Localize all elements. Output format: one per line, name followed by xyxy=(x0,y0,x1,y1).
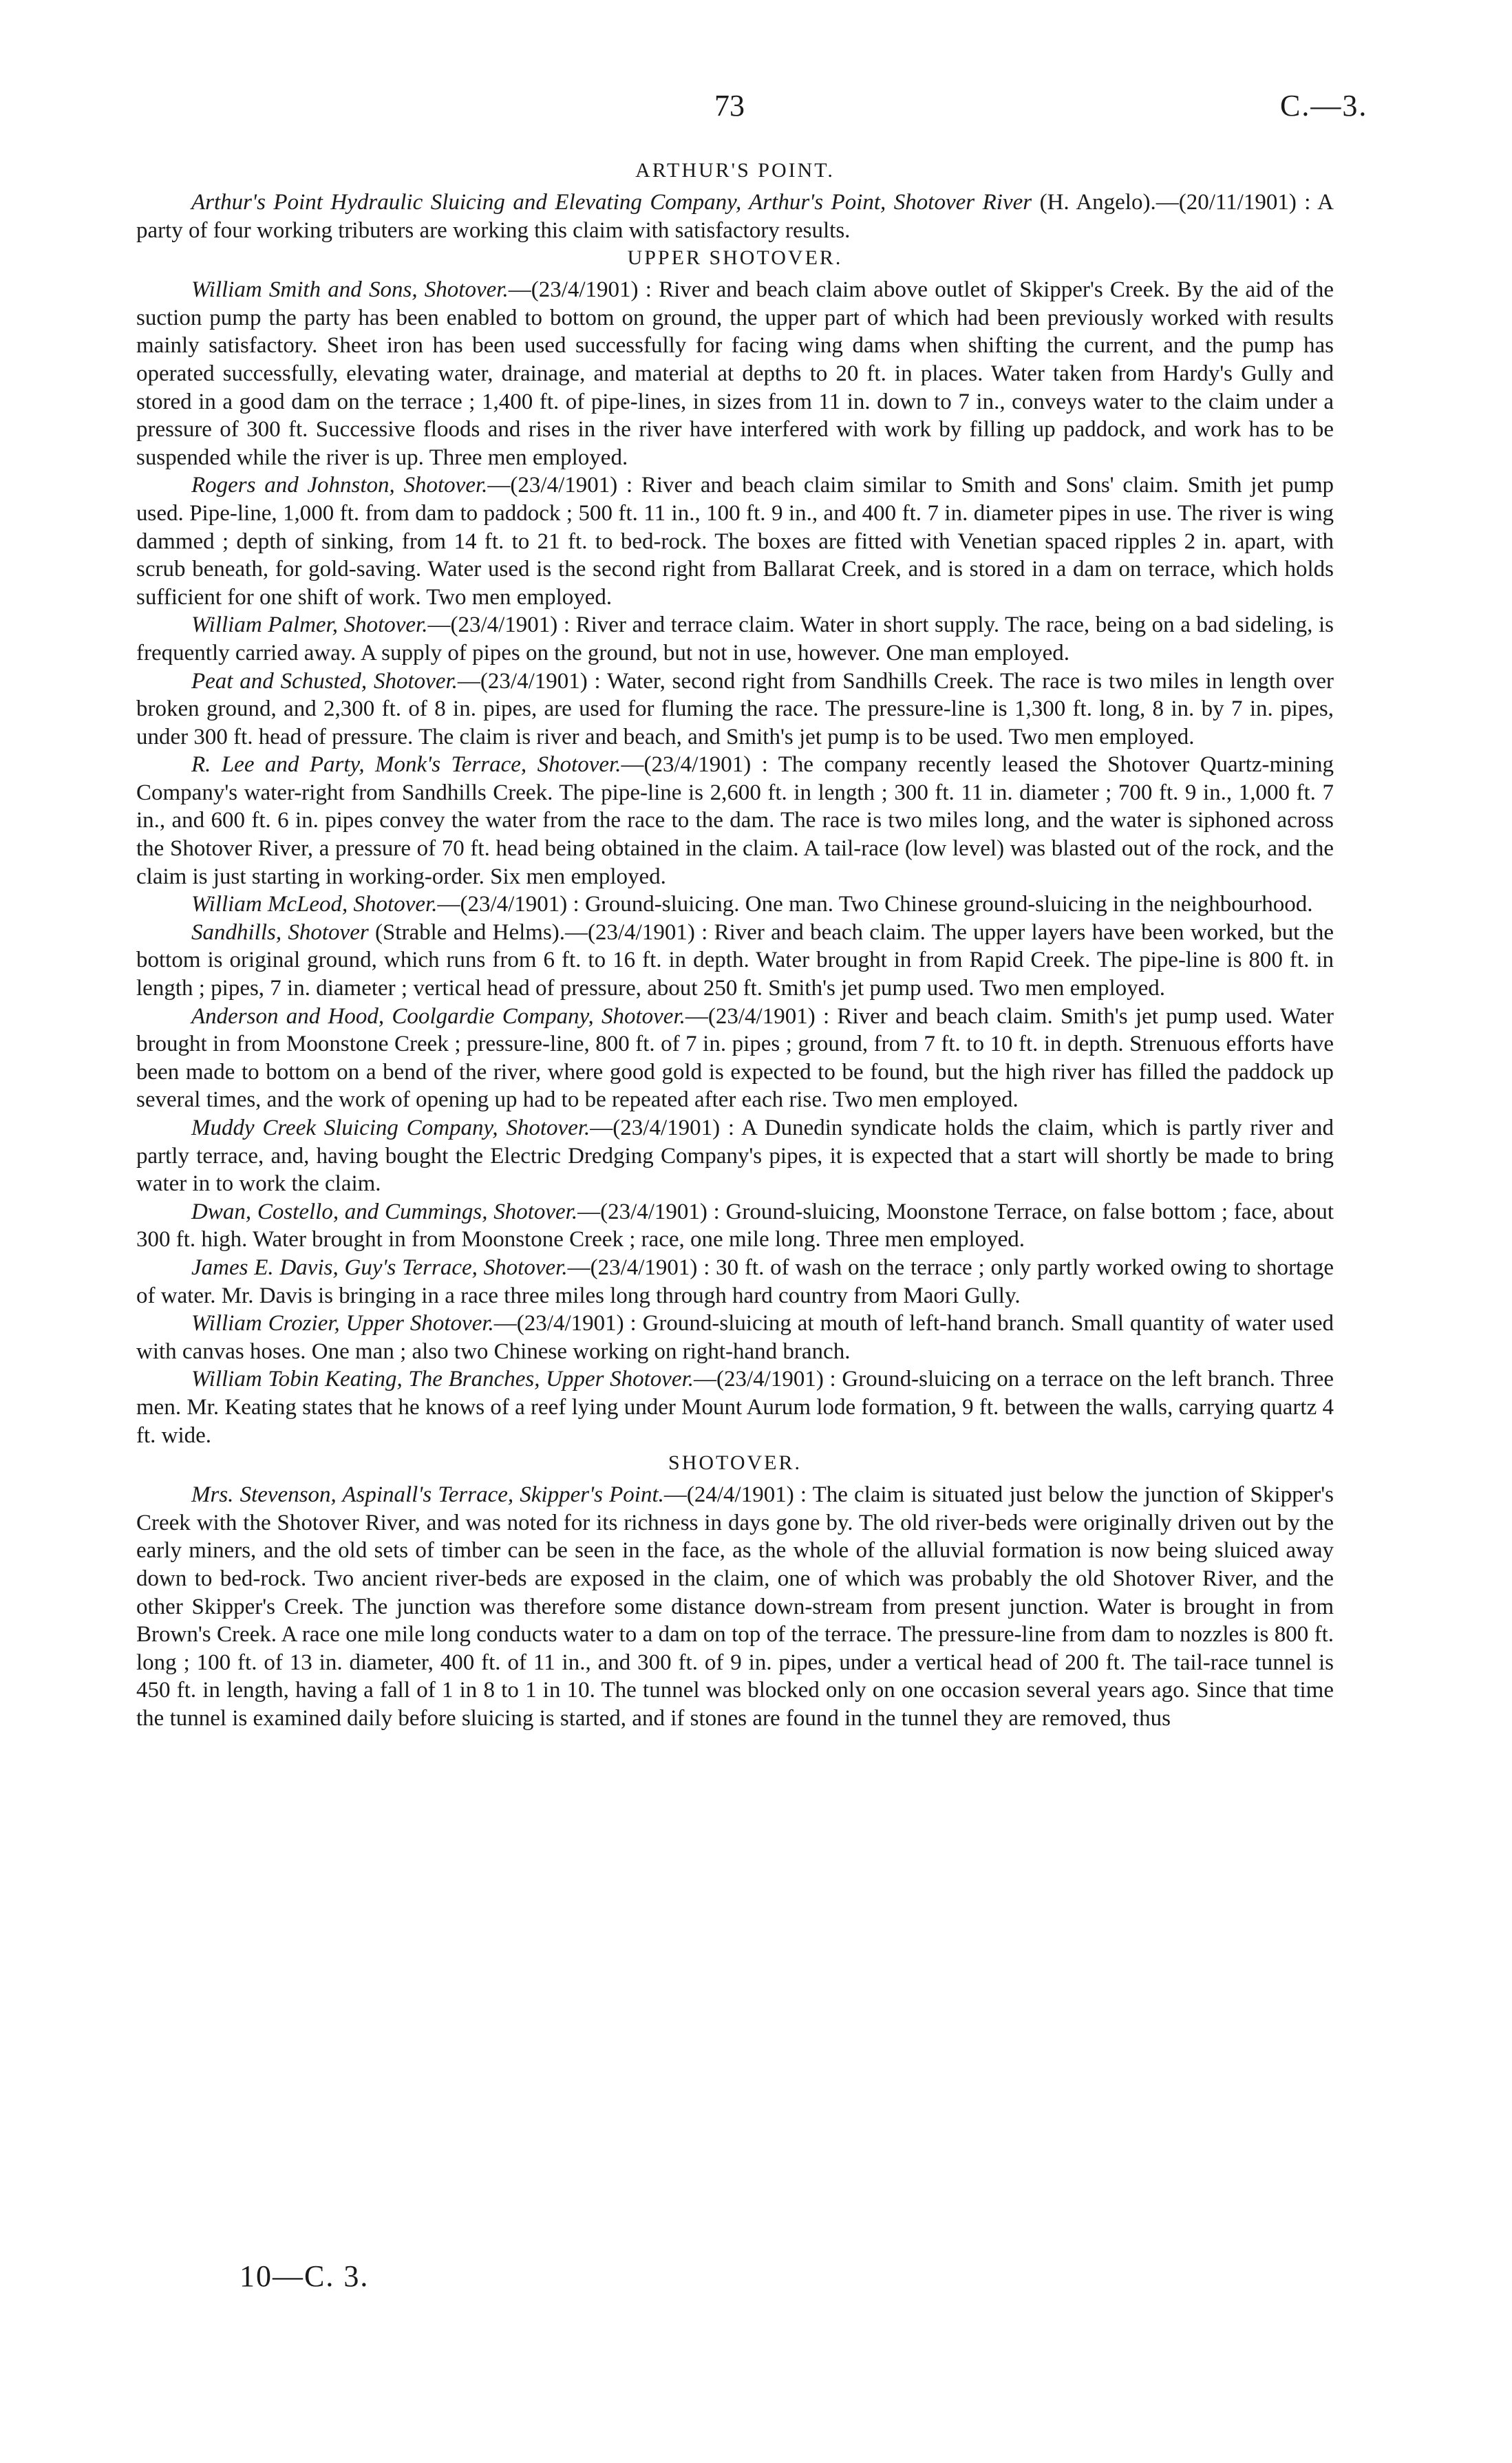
claim-name: Peat and Schusted, Shotover. xyxy=(191,668,458,694)
claim-entry xyxy=(136,276,1334,471)
claim-entry xyxy=(136,611,1334,667)
claim-entry xyxy=(136,1254,1334,1310)
claim-text: —(23/4/1901) : Water, second right from Sandhills Creek. The race is two miles in length over broken ground, and 2,300 ft. of 8 in. pipes, are used for fluming the race. The pressure-line is 1,300 ft. long, 8 in. by 7 in. pipes, under 300 ft. head of pressure. The claim is river and beach, and Smith's jet pump is to be used. Two men employed. xyxy=(136,668,1334,749)
section-heading-upper-shotover: UPPER SHOTOVER. xyxy=(627,246,843,270)
claim-name: William McLeod, Shotover. xyxy=(191,892,438,917)
claim-entry xyxy=(136,1198,1334,1254)
claim-entry xyxy=(136,668,1334,751)
claim-text: —(23/4/1901) : River and terrace claim. Water in short supply. The race, being on a bad sideling, is frequently carried away. A supply of pipes on the ground, but not in use, however. One man employed. xyxy=(136,612,1334,665)
report-body xyxy=(136,157,1334,1732)
claim-name: Mrs. Stevenson, Aspinall's Terrace, Skipper's Point. xyxy=(191,1482,664,1508)
claim-text: (H. Angelo).—(20/11/1901) : A party of four working tributers are working this claim with satisfactory results. xyxy=(136,190,1334,243)
claim-name: Dwan, Costello, and Cummings, Shotover. xyxy=(191,1199,578,1224)
claim-entry xyxy=(136,751,1334,891)
claim-text: —(23/4/1901) : A Dunedin syndicate holds the claim, which is partly river and partly terrace, and, having bought the Electric Dredging Company's pipes, it is expected that a start will shortly be made to bring water in to work the claim. xyxy=(136,1116,1334,1197)
claim-text: —(23/4/1901) : Ground-sluicing, Moonstone Terrace, on false bottom ; face, about 300 ft. high. Water brought in from Moonstone Creek ; race, one mile long. Three men employed. xyxy=(136,1199,1334,1252)
page-number: 73 xyxy=(714,89,745,122)
claim-text: —(23/4/1901) : River and beach claim. Smith's jet pump used. Water brought in from Moonstone Creek ; pressure-line, 800 ft. of 7 in. pipes ; ground, from 7 ft. to 10 ft. in depth. Strenuous efforts have been made to bottom on a bend of the river, where good gold is expected to be found, but the high river has filled the paddock up several times, and the work of opening up had to be repeated after each rise. Two men employed. xyxy=(136,1003,1334,1113)
claim-entry xyxy=(136,189,1334,244)
claim-text: —(23/4/1901) : Ground-sluicing at mouth of left-hand branch. Small quantity of water used with canvas hoses. One man ; also two Chinese working on right-hand branch. xyxy=(136,1311,1334,1364)
page-footer-reference: 10—C. 3. xyxy=(239,2259,370,2293)
claim-entry xyxy=(136,919,1334,1003)
claim-name: R. Lee and Party, Monk's Terrace, Shotover. xyxy=(191,752,621,778)
claim-entry xyxy=(136,1481,1334,1732)
claim-text: —(23/4/1901) : The company recently leased the Shotover Quartz-mining Company's water-right from Sandhills Creek. The pipe-line is 2,600 ft. in length ; 300 ft. 11 in. diameter ; 700 ft. 9 in., 1,000 ft. 7 in., and 600 ft. 6 in. pipes convey the water from the race to the dam. The race is two miles long, and the water is siphoned across the Shotover River, a pressure of 70 ft. head being obtained in the claim. A tail-race (low level) was blasted out of the rock, and the claim is just starting in working-order. Six men employed. xyxy=(136,752,1334,889)
claim-name: Arthur's Point Hydraulic Sluicing and Elevating Company, Arthur's Point, Shotover River xyxy=(191,190,1032,215)
claim-text: —(24/4/1901) : The claim is situated just below the junction of Skipper's Creek with the Shotover River, and was noted for its richness in days gone by. The old river-beds were originally driven out by the early miners, and the old sets of timber can be seen in the face, as the whole of the alluvial formation is now being sluiced away down to bed-rock. Two ancient river-beds are exposed in the claim, one of which was probably the old Shotover River, and the other Skipper's Creek. The junction was therefore some distance down-stream from present junction. Water is brought in from Brown's Creek. A race one mile long conducts water to a dam on top of the terrace. The pressure-line from dam to nozzles is 800 ft. long ; 100 ft. of 13 in. diameter, 400 ft. of 11 in., and 300 ft. of 9 in. pipes, under a vertical head of 200 ft. The tail-race tunnel is 450 ft. in length, having a fall of 1 in 8 to 1 in 10. The tunnel was blocked only on one occasion several years ago. Since that time the tunnel is examined daily before sluicing is started, and if stones are found in the tunnel they are removed, thus xyxy=(136,1482,1334,1731)
section-heading-arthurs-point: ARTHUR'S POINT. xyxy=(635,159,835,182)
claim-entry xyxy=(136,471,1334,611)
claim-entry xyxy=(136,1003,1334,1114)
claim-text: —(23/4/1901) : River and beach claim similar to Smith and Sons' claim. Smith jet pump used. Pipe-line, 1,000 ft. from dam to paddock ; 500 ft. 11 in., 100 ft. 9 in., and 400 ft. 7 in. diameter pipes in use. The river is wing dammed ; depth of sinking, from 14 ft. to 21 ft. to bed-rock. The boxes are fitted with Venetian spaced ripples 2 in. apart, with scrub beneath, for gold-saving. Water used is the second right from Ballarat Creek, and is stored in a dam on terrace, which holds sufficient for one shift of work. Two men employed. xyxy=(136,473,1334,610)
claim-name: Anderson and Hood, Coolgardie Company, Shotover. xyxy=(191,1003,685,1029)
claim-name: James E. Davis, Guy's Terrace, Shotover. xyxy=(191,1255,568,1280)
claim-name: William Crozier, Upper Shotover. xyxy=(191,1311,494,1336)
section-heading-shotover: SHOTOVER. xyxy=(668,1451,802,1475)
claim-name: William Palmer, Shotover. xyxy=(191,612,428,638)
claim-text: —(23/4/1901) : River and beach claim above outlet of Skipper's Creek. By the aid of the suction pump the party has been enabled to bottom on ground, the upper part of which had been previously worked with results mainly satisfactory. Sheet iron has been used successfully for facing wing dams when shifting the current, and the pump has operated successfully, elevating water, drainage, and material at depths to 20 ft. in places. Water taken from Hardy's Gully and stored in a good dam on the terrace ; 1,400 ft. of pipe-lines, in sizes from 11 in. down to 7 in., conveys water to the claim under a pressure of 300 ft. Successive floods and rises in the river have interfered with work by filling up paddock, and work has to be suspended while the river is up. Three men employed. xyxy=(136,277,1334,470)
claim-entry xyxy=(136,891,1334,919)
claim-text: —(23/4/1901) : 30 ft. of wash on the terrace ; only partly worked owing to shortage of water. Mr. Davis is bringing in a race three miles long through hard country from Maori Gully. xyxy=(136,1255,1334,1308)
claim-name: William Tobin Keating, The Branches, Upper Shotover. xyxy=(191,1367,694,1392)
claim-text: —(23/4/1901) : Ground-sluicing on a terrace on the left branch. Three men. Mr. Keating states that he knows of a reef lying under Mount Aurum lode formation, 9 ft. between the walls, carrying quartz 4 ft. wide. xyxy=(136,1367,1334,1448)
claim-entry xyxy=(136,1114,1334,1198)
claim-name: Muddy Creek Sluicing Company, Shotover. xyxy=(191,1116,590,1140)
claim-text: —(23/4/1901) : Ground-sluicing. One man. Two Chinese ground-sluicing in the neighbourhood. xyxy=(437,892,1313,917)
claim-entry xyxy=(136,1310,1334,1365)
claim-entry xyxy=(136,1365,1334,1449)
claim-text: (Strable and Helms).—(23/4/1901) : River and beach claim. The upper layers have been worked, but the bottom is original ground, which runs from 6 ft. to 16 ft. in depth. Water brought in from Rapid Creek. The pipe-line is 800 ft. in length ; pipes, 7 in. diameter ; vertical head of pressure, about 250 ft. Smith's jet pump used. Two men employed. xyxy=(136,919,1334,1001)
claim-name: William Smith and Sons, Shotover. xyxy=(191,277,509,303)
claim-name: Sandhills, Shotover xyxy=(191,919,369,945)
claim-name: Rogers and Johnston, Shotover. xyxy=(191,473,488,498)
document-reference: C.—3. xyxy=(1280,89,1368,122)
